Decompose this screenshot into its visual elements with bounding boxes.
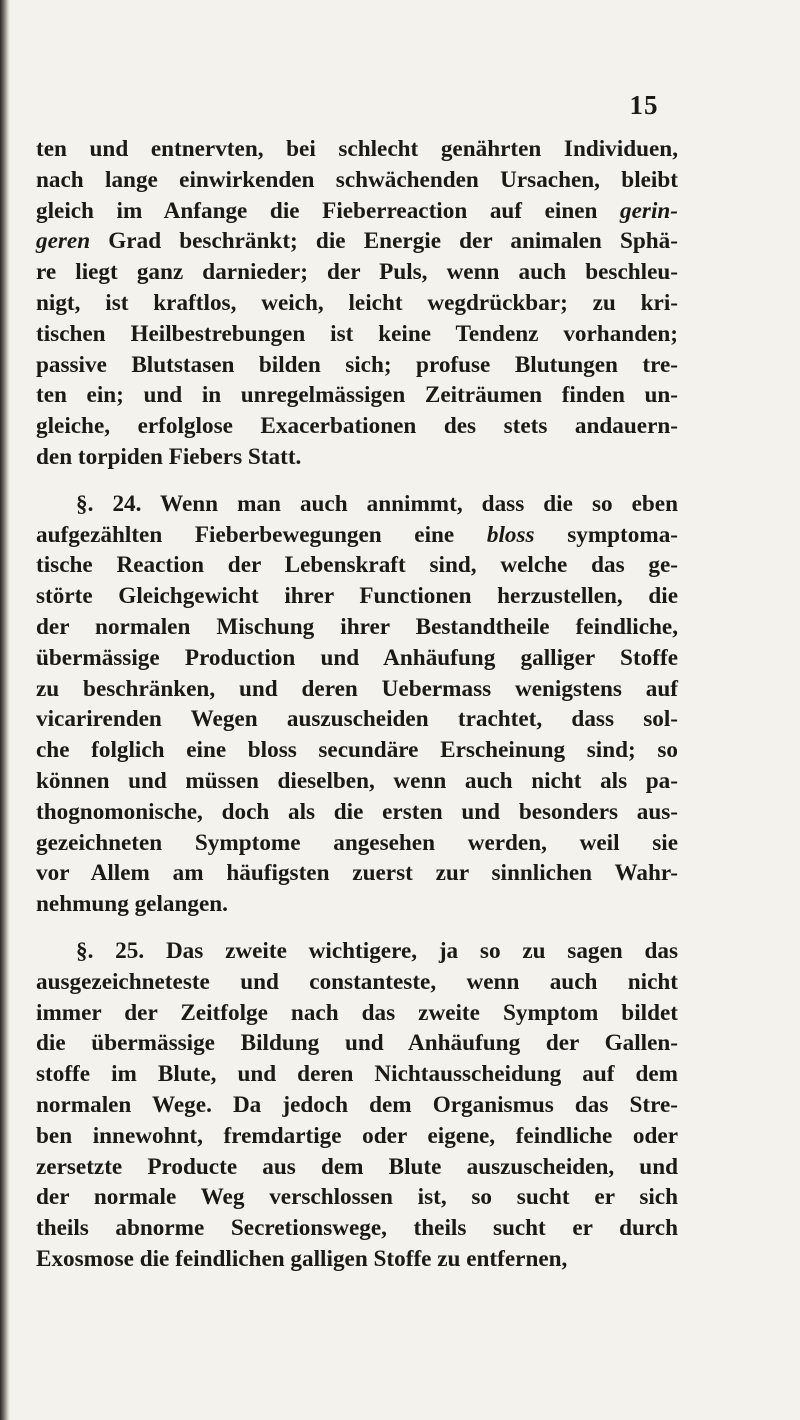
text-line: vicarirenden Wegen auszuscheiden trachtet, dass sol- (36, 706, 678, 733)
text-line: können und müssen dieselben, wenn auch nicht als pa- (36, 767, 678, 794)
text-line: ten und entnervten, bei schlecht genährten Individuen, (36, 136, 678, 162)
text-line: störte Gleichgewicht ihrer Functionen herzustellen, die (36, 583, 678, 610)
text-line: stoffe im Blute, und deren Nichtausscheidung auf dem (36, 1061, 678, 1088)
text-line: zu beschränken, und deren Uebermass wenigstens auf (36, 675, 678, 702)
text-line: gleiche, erfolglose Exacerbationen des stets andauern- (36, 413, 678, 440)
text-line (36, 196, 678, 227)
text-line: immer der Zeitfolge nach das zweite Symptom bildet (36, 999, 678, 1026)
text-segment: symptoma- (534, 521, 679, 548)
section-heading-line: §. 24. Wenn man auch annimmt, dass die so eben (76, 490, 678, 517)
body-text (36, 134, 678, 1275)
text-line: nehmung gelangen. (36, 891, 228, 918)
text-segment: Grad beschränkt; die Energie der animalen Sphä- (90, 228, 678, 255)
text-line: normalen Wege. Da jedoch dem Organismus das Stre- (36, 1091, 678, 1118)
text-line: Exosmose die feindlichen galligen Stoffe zu entfernen, (36, 1245, 568, 1272)
italic-word: gerin- (620, 197, 678, 224)
text-line: den torpiden Fiebers Statt. (36, 443, 302, 470)
italic-word: bloss (486, 521, 535, 548)
text-line (36, 520, 678, 551)
paragraph-spacer (36, 473, 678, 489)
paragraph-spacer (36, 920, 678, 936)
paragraph-section-25 (36, 936, 678, 1275)
text-segment: aufgezählten Fieberbewegungen eine (36, 521, 487, 548)
text-line: re liegt ganz darnieder; der Puls, wenn auch beschleu- (36, 259, 678, 286)
text-line: die übermässige Bildung und Anhäufung der Gallen- (36, 1030, 678, 1057)
paragraph-section-24 (36, 489, 678, 920)
paragraph-1 (36, 134, 678, 473)
text-line: der normale Weg verschlossen ist, so sucht er sich (36, 1184, 678, 1211)
text-segment: gleich im Anfange die Fieberreaction auf einen (36, 197, 621, 224)
text-line: theils abnorme Secretionswege, theils sucht er durch (36, 1215, 678, 1242)
text-line: passive Blutstasen bilden sich; profuse Blutungen tre- (36, 351, 678, 378)
text-line: che folglich eine bloss secundäre Erscheinung sind; so (36, 737, 678, 764)
text-line: tische Reaction der Lebenskraft sind, welche das ge- (36, 552, 678, 579)
text-line: der normalen Mischung ihrer Bestandtheile feindliche, (36, 613, 678, 640)
section-heading-line: §. 25. Das zweite wichtigere, ja so zu sagen das (76, 937, 678, 964)
italic-word: geren (36, 228, 91, 255)
page-number: 15 (629, 90, 659, 120)
text-line: ten ein; und in unregelmässigen Zeiträumen finden un- (36, 382, 678, 409)
text-line: gezeichneten Symptome angesehen werden, weil sie (36, 829, 678, 856)
text-line: übermässige Production und Anhäufung galliger Stoffe (36, 644, 678, 671)
text-line: ben innewohnt, fremdartige oder eigene, feindliche oder (36, 1122, 678, 1149)
text-line: nach lange einwirkenden schwächenden Ursachen, bleibt (36, 166, 678, 193)
book-gutter-shadow (0, 0, 10, 1420)
text-line: zersetzte Producte aus dem Blute auszuscheiden, und (36, 1153, 678, 1180)
text-line: nigt, ist kraftlos, weich, leicht wegdrückbar; zu kri- (36, 289, 678, 316)
text-line: ausgezeichneteste und constanteste, wenn auch nicht (36, 968, 678, 995)
text-line (36, 226, 678, 257)
text-line: thognomonische, doch als die ersten und besonders aus- (36, 798, 678, 825)
text-line: tischen Heilbestrebungen ist keine Tendenz vorhanden; (36, 320, 678, 347)
text-line: vor Allem am häufigsten zuerst zur sinnlichen Wahr- (36, 860, 678, 887)
